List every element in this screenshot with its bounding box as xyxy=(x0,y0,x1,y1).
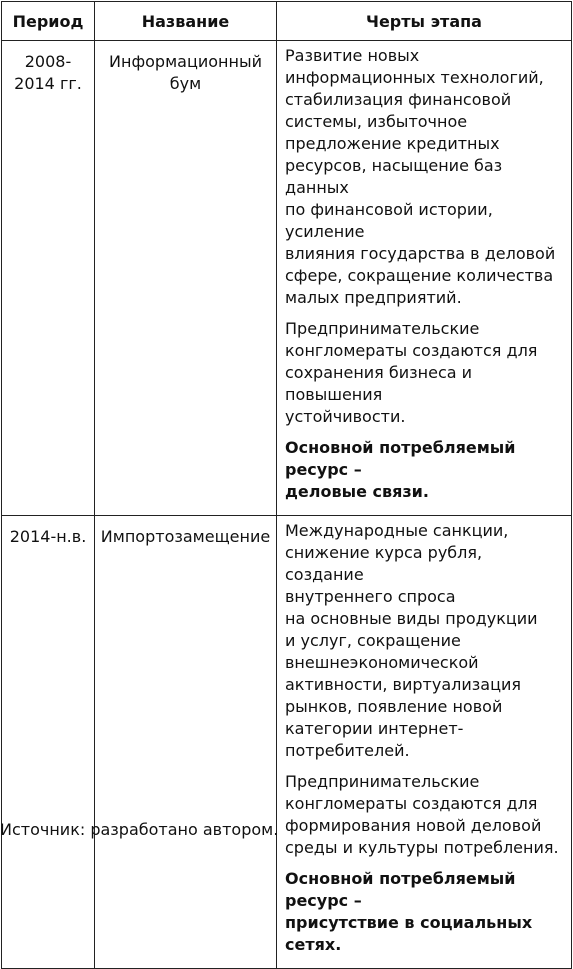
features-paragraph: Предпринимательские конгломераты создаются для формирования новой деловой среды и культуры потребления. xyxy=(285,772,559,857)
cell-name xyxy=(95,516,277,969)
cell-name xyxy=(95,41,277,516)
table-row xyxy=(2,516,572,969)
table-row xyxy=(2,41,572,516)
features-paragraph: Развитие новых информационных технологий, стабилизация финансовой системы, избыточное предложение кредитных ресурсов, насыщение баз данных по финансовой истории, усиление влияния государства в деловой сфере, сокращение количества малых предприятий. xyxy=(285,46,556,307)
name-text: Импортозамещение xyxy=(100,527,271,546)
period-text: 2008- 2014 гг. xyxy=(14,52,82,93)
features-paragraph: Международные санкции, снижение курса рубля, создание внутреннего спроса на основные виды продукции и услуг, сокращение внешнеэкономической активности, виртуализация рынков, появление новой категории интернет- потребителей. xyxy=(285,521,538,760)
resource-paragraph: Основной потребляемый ресурс – деловые связи. xyxy=(285,438,516,501)
header-period: Период xyxy=(2,2,95,41)
period-text: 2014-н.в. xyxy=(9,527,87,546)
cell-period xyxy=(2,41,95,516)
resource-paragraph: Основной потребляемый ресурс – присутствие в социальных сетях. xyxy=(285,869,533,954)
cell-features xyxy=(277,41,572,516)
cell-period xyxy=(2,516,95,969)
table-header-row xyxy=(2,2,572,41)
source-note: Источник: разработано автором. xyxy=(0,820,279,839)
name-text: Информационный бум xyxy=(109,52,262,93)
cell-features xyxy=(277,516,572,969)
features-paragraph: Предпринимательские конгломераты создаются для сохранения бизнеса и повышения устойчивости. xyxy=(285,319,538,426)
header-features: Черты этапа xyxy=(277,2,572,41)
header-name: Название xyxy=(95,2,277,41)
